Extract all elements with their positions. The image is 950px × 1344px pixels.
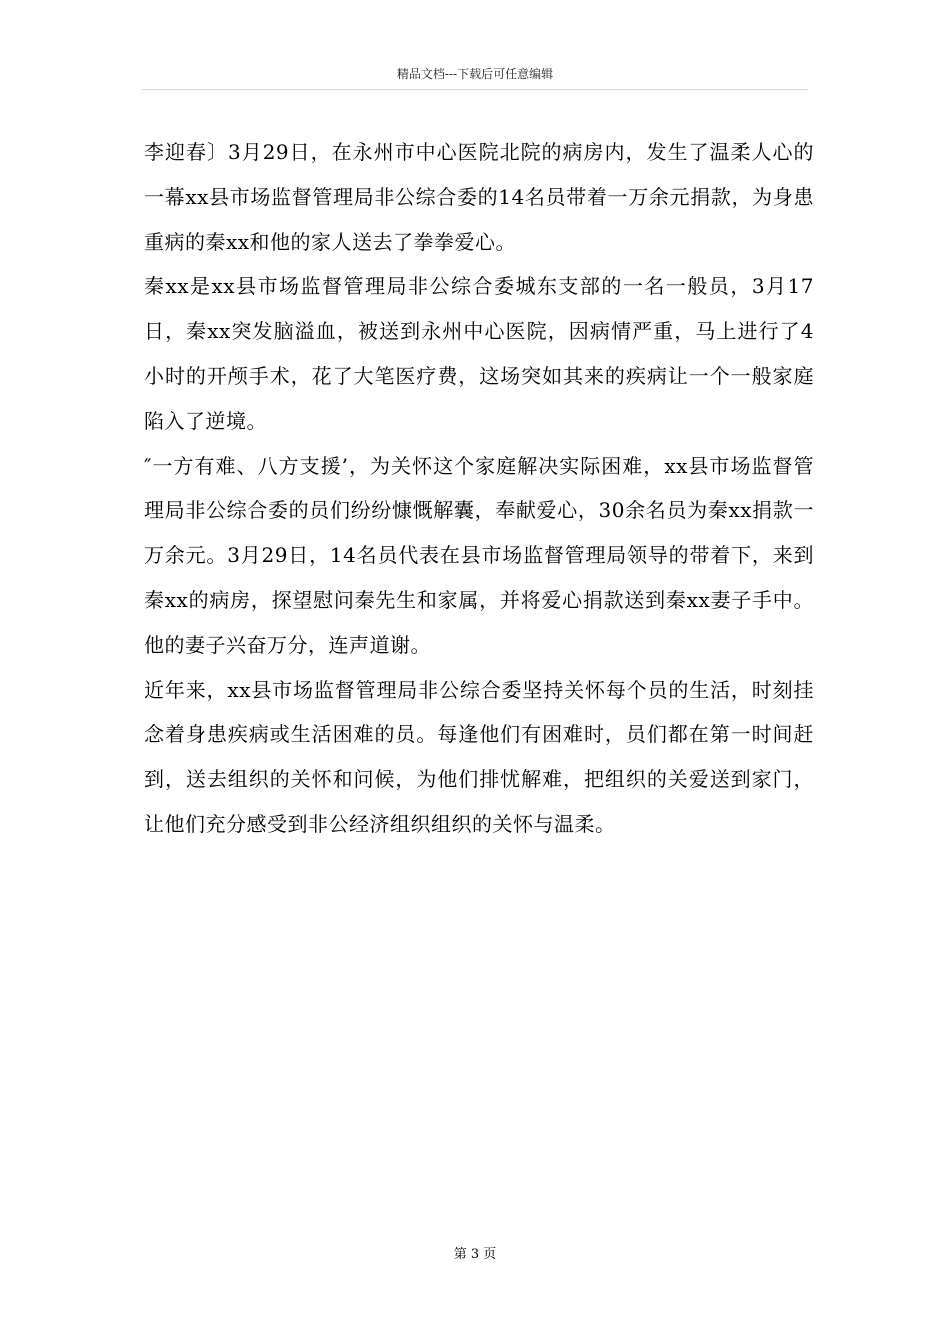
article-body: [144, 130, 814, 847]
header-note: 精品文档---下载后可任意编辑: [396, 67, 554, 81]
header-divider: [142, 89, 808, 90]
paragraph-3: ″一方有难、八方支援’，为关怀这个家庭解决实际困难，xx县市场监督管理局非公综合委的员们纷纷慷慨解囊，奉献爱心，30余名员为秦xx捐款一万余元。3月29日，14名员代表在县市场监督管理局领导的带着下，来到秦xx的病房，探望慰问秦先生和家属，并将爱心捐款送到秦xx妻子手中。他的妻子兴奋万分，连声道谢。: [144, 453, 814, 657]
paragraph-2: 秦xx是xx县市场监督管理局非公综合委城东支部的一名一般员，3月17日，秦xx突发脑溢血，被送到永州中心医院，因病情严重，马上进行了4小时的开颅手术，花了大笔医疗费，这场突如其来的疾病让一个一般家庭陷入了逆境。: [144, 274, 814, 433]
page-number: 第 3 页: [453, 1247, 497, 1262]
paragraph-1: 李迎春〕3月29日，在永州市中心医院北院的病房内，发生了温柔人心的一幕xx县市场监督管理局非公综合委的14名员带着一万余元捐款，为身患重病的秦xx和他的家人送去了拳拳爱心。: [144, 140, 814, 254]
paragraph-4: 近年来，xx县市场监督管理局非公综合委坚持关怀每个员的生活，时刻挂念着身患疾病或生活困难的员。每逢他们有困难时，员们都在第一时间赶到，送去组织的关怀和问候，为他们排忧解难，把组织的关爱送到家门，让他们充分感受到非公经济组织组织的关怀与温柔。: [144, 677, 814, 836]
